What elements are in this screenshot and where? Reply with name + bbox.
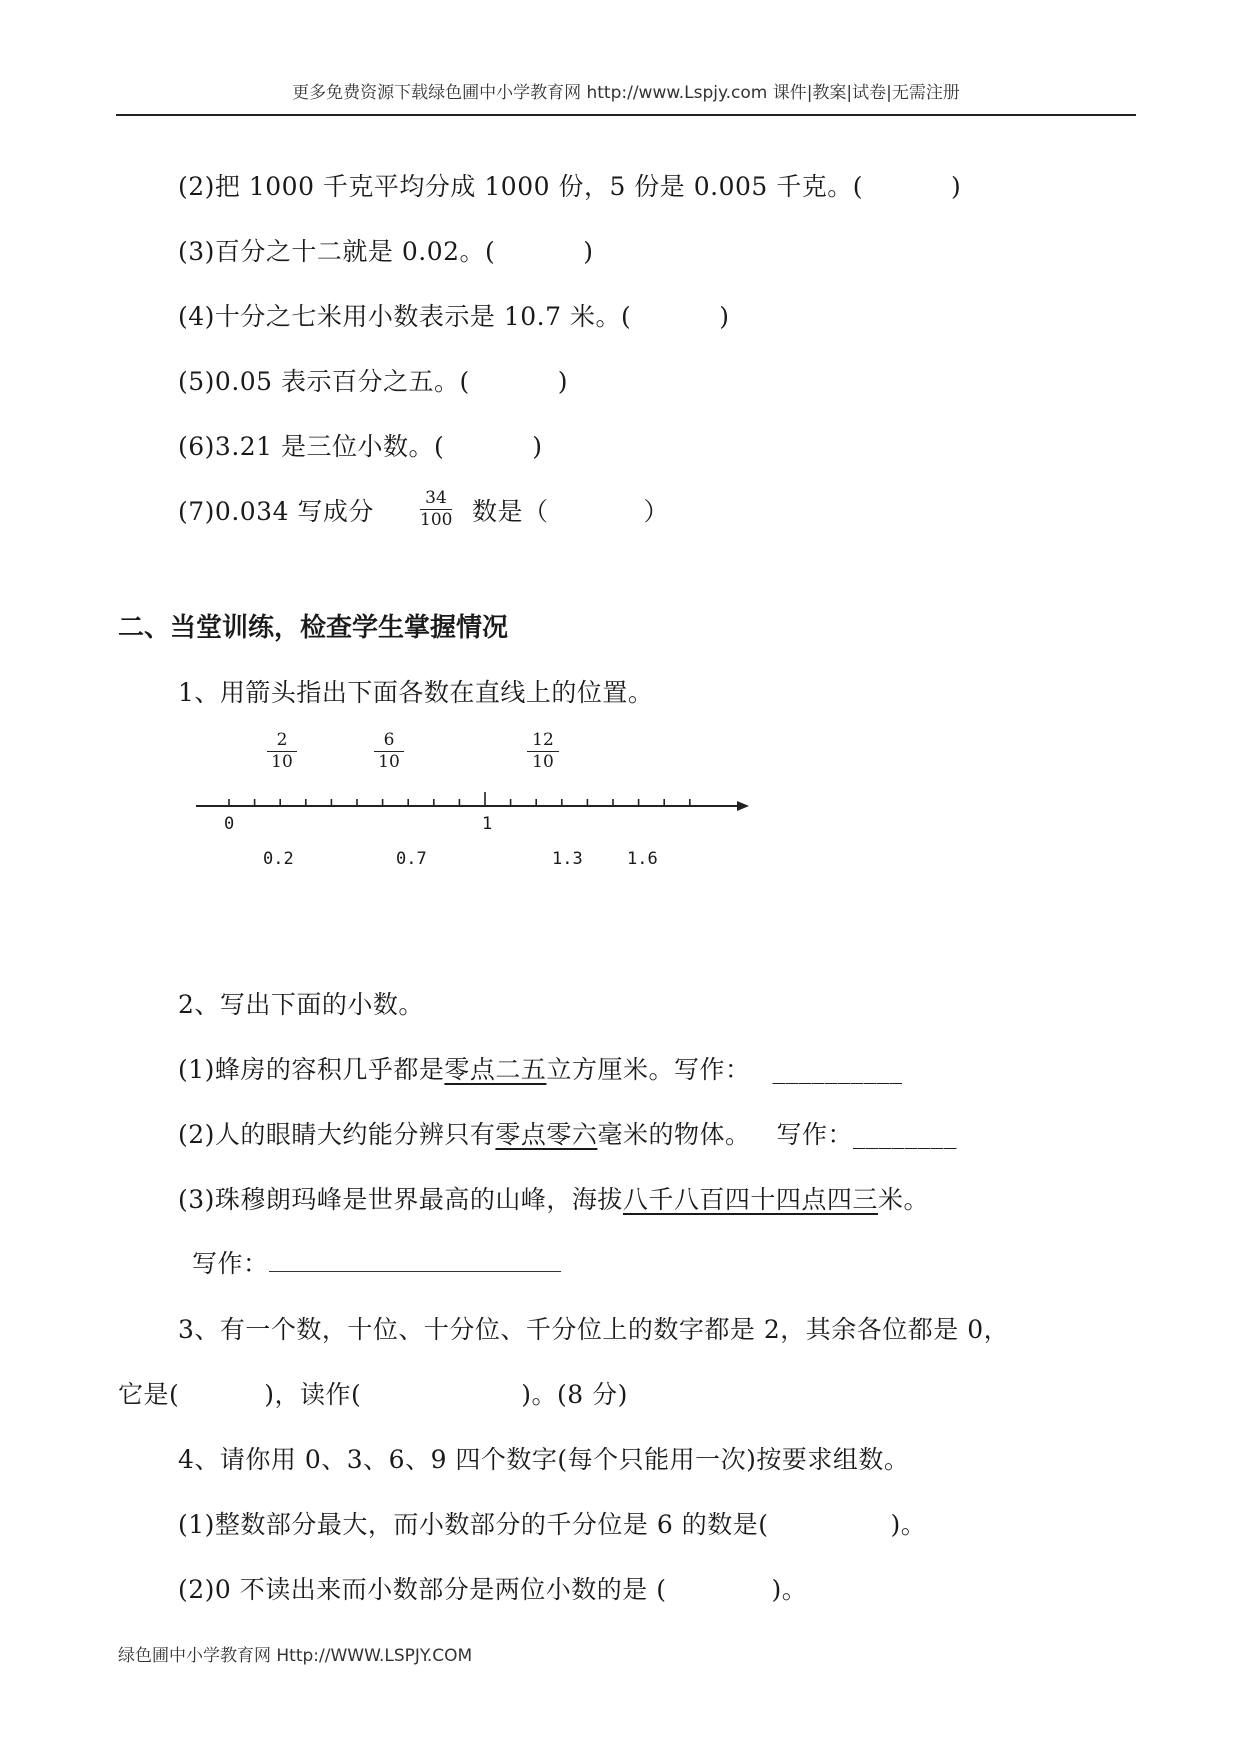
q3-text: 它是( (118, 1380, 180, 1409)
decimal-label-1-6: 1.6 (627, 849, 658, 869)
decimal-label-0-7: 0.7 (396, 849, 427, 869)
q4-item-paren: )。 (771, 1575, 808, 1604)
underlined-number-words: 八千八百四十四点四三 (622, 1185, 878, 1214)
q4-item-paren: )。 (890, 1510, 927, 1539)
judge-item-text: (5)0.05 表示百分之五。( (178, 367, 470, 396)
question-4: 4、请你用 0、3、6、9 四个数字(每个只能用一次)按要求组数。 (178, 1445, 910, 1474)
question-1: 1、用箭头指出下面各数在直线上的位置。 (178, 678, 654, 707)
q2-item-3 (178, 1180, 929, 1216)
judge-item-text: (3)百分之十二就是 0.02。( (178, 237, 496, 266)
write-label: 写作： (776, 1120, 853, 1149)
judge-item-paren: ) (951, 172, 962, 201)
answer-blank[interactable]: ________ (852, 1120, 957, 1149)
q2-item-text: (2)人的眼睛大约能分辨只有 (178, 1120, 496, 1149)
q4-item-text: (1)整数部分最大，而小数部分的千分位是 6 的数是( (178, 1510, 769, 1539)
q4-item-text: (2)0 不读出来而小数部分是两位小数的是 ( (178, 1575, 667, 1604)
tick-label-1: 1 (482, 814, 493, 834)
fraction-denominator: 10 (532, 752, 554, 772)
q2-item-1 (178, 1050, 902, 1086)
q2-item-text: 毫米的物体。 (597, 1120, 751, 1149)
q3-text: )，读作( (264, 1380, 362, 1409)
q4-item-1 (178, 1505, 926, 1541)
write-label: 写作： (192, 1249, 269, 1278)
decimal-label-1-3: 1.3 (552, 849, 583, 869)
fraction-numerator: 34 (425, 488, 447, 508)
question-3: 3、有一个数，十位、十分位、千分位上的数字都是 2，其余各位都是 0， (178, 1315, 1010, 1344)
number-line-ticks (229, 792, 690, 806)
q3-text: )。(8 分) (521, 1380, 628, 1409)
judge-item-paren: ) (532, 432, 543, 461)
judge-item-text: (4)十分之七米用小数表示是 10.7 米。( (178, 302, 632, 331)
q4-item-2 (178, 1570, 807, 1606)
judge-item-paren: ) (557, 367, 569, 396)
q2-item-text: 立方厘米。写作： (546, 1055, 751, 1084)
fraction-denominator: 100 (420, 510, 453, 530)
judge-item-paren: ) (719, 302, 730, 331)
section-title: 二、当堂训练，检查学生掌握情况 (118, 613, 509, 643)
tick-label-0: 0 (224, 814, 235, 834)
question-3-line-2 (118, 1375, 628, 1411)
judge-item-text: (7)0.034 写成分 (178, 497, 374, 526)
page-header: 更多免费资源下载绿色圃中小学教育网 http://www.Lspjy.com 课件|教案|试卷|无需注册 (292, 83, 960, 103)
question-2: 2、写出下面的小数。 (178, 990, 424, 1019)
judge-item-paren: ) (583, 237, 594, 266)
number-line-arrow (737, 801, 749, 811)
answer-blank[interactable] (269, 1249, 561, 1272)
fraction-numerator: 12 (532, 730, 554, 750)
judge-item-paren: ） (643, 497, 670, 526)
q2-item-text: (1)蜂房的容积几乎都是 (178, 1055, 445, 1084)
decimal-label-0-2: 0.2 (263, 849, 294, 869)
judge-item-text: 数是（ (472, 497, 549, 526)
fraction-denominator: 10 (271, 752, 293, 772)
q2-item-3-write (192, 1244, 561, 1280)
judge-item-text: (6)3.21 是三位小数。( (178, 432, 445, 461)
q2-item-text: 米。 (877, 1185, 929, 1214)
fraction-denominator: 10 (378, 752, 400, 772)
underlined-number-words: 零点二五 (444, 1055, 547, 1084)
underlined-number-words: 零点零六 (495, 1120, 598, 1149)
fraction-numerator: 2 (276, 730, 288, 750)
judge-item-text: (2)把 1000 千克平均分成 1000 份，5 份是 0.005 千克。( (178, 172, 864, 201)
q2-item-2 (178, 1115, 957, 1151)
q2-item-text: (3)珠穆朗玛峰是世界最高的山峰，海拔 (178, 1185, 623, 1214)
answer-blank[interactable]: __________ (772, 1055, 903, 1084)
fraction-numerator: 6 (383, 730, 395, 750)
page-footer: 绿色圃中小学教育网 Http://WWW.LSPJY.COM (118, 1646, 473, 1666)
